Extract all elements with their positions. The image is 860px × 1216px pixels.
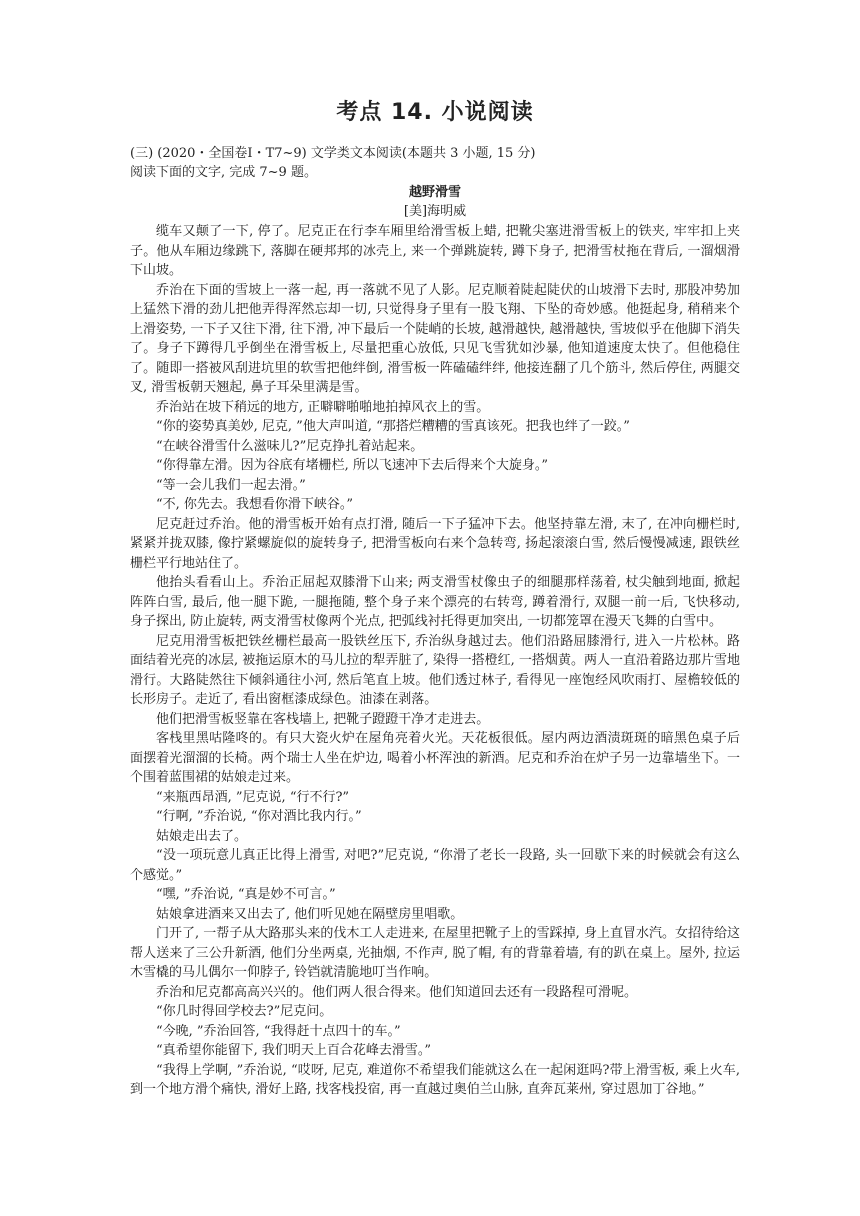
story-paragraph: “等一会儿我们一起去滑。” [156, 477, 306, 493]
story-paragraph: “我得上学啊, ”乔治说, “哎呀, 尼克, 难道你不希望我们能就这么在一起闲逛吗?带上滑雪板, 乘上火车, 到一个地方滑个痛快, 滑好上路, 找客栈投宿, 再一直越过奥伯兰山脉, 直奔瓦莱州, 穿过恩加丁谷地。” [130, 1062, 740, 1097]
page-title: 考点 14. 小说阅读 [336, 100, 534, 125]
story-paragraph: “在峡谷滑雪什么滋味儿?”尼克挣扎着站起来。 [156, 438, 424, 454]
story-paragraph: 缆车又颠了一下, 停了。尼克正在行李车厢里给滑雪板上蜡, 把靴尖塞进滑雪板上的铁夹, 牢牢扣上夹子。他从车厢边缘跳下, 落脚在硬邦邦的冰壳上, 来一个弹跳旋转, 蹲下身子, 把滑雪杖拖在背后, 一溜烟滑下山坡。 [130, 224, 740, 278]
story-paragraph: “不, 你先去。我想看你滑下峡谷。” [156, 497, 354, 512]
story-paragraph: 乔治站在坡下稍远的地方, 正噼噼啪啪地拍掉风衣上的雪。 [156, 399, 490, 415]
story-paragraph: 他们把滑雪板竖靠在客栈墙上, 把靴子蹬蹬干净才走进去。 [156, 711, 490, 727]
story-paragraph: “嘿, ”乔治说, “真是妙不可言。” [156, 887, 336, 902]
story-paragraph: “你的姿势真美妙, 尼克, ”他大声叫道, “那搭烂糟糟的雪真该死。把我也绊了一跤。” [156, 419, 630, 434]
story-paragraph: “没一项玩意儿真正比得上滑雪, 对吧?”尼克说, “你滑了老长一段路, 头一回歇下来的时候就会有这么个感觉。” [130, 848, 740, 883]
story-paragraph: 尼克赶过乔治。他的滑雪板开始有点打滑, 随后一下子猛冲下去。他坚持靠左滑, 末了, 在冲向栅栏时, 紧紧并拢双膝, 像拧紧螺旋似的旋转身子, 把滑雪板向右来个急转弯, 扬起滚滚白雪, 然后慢慢减速, 跟铁丝栅栏平行地站住了。 [130, 516, 740, 571]
story-title: 越野滑雪 [408, 185, 461, 200]
story-body [130, 222, 740, 1100]
story-paragraph: “行啊, ”乔治说, “你对酒比我内行。” [156, 809, 362, 824]
story-author: [美]海明威 [403, 204, 467, 219]
story-paragraph: “真希望你能留下, 我们明天上百合花峰去滑雪。” [156, 1043, 432, 1058]
document-page [130, 95, 740, 1100]
story-paragraph: 乔治在下面的雪坡上一落一起, 再一落就不见了人影。尼克顺着陡起陡伏的山坡滑下去时, 那股冲势加上猛然下滑的劲儿把他弄得浑然忘却一切, 只觉得身子里有一股飞翔、下坠的奇妙感。他挺起身, 稍稍来个上滑姿势, 一下子又往下滑, 往下滑, 冲下最后一个陡峭的长坡, 越滑越快, 越滑越快, 雪坡似乎在他脚下消失了。身子下蹲得几乎倒坐在滑雪板上, 尽量把重心放低, 只见飞雪犹如沙暴, 他知道速度太快了。但他稳住了。随即一搭被风刮进坑里的软雪把他绊倒, 滑雪板一阵磕磕绊绊, 他接连翻了几个筋斗, 然后停住, 两腿交叉, 滑雪板朝天翘起, 鼻子耳朵里满是雪。 [130, 282, 740, 395]
story-paragraph: 客栈里黑咕隆咚的。有只大瓷火炉在屋角亮着火光。天花板很低。屋内两边酒渍斑斑的暗黑色桌子后面摆着光溜溜的长椅。两个瑞士人坐在炉边, 喝着小杯浑浊的新酒。尼克和乔治在炉子另一边靠墙坐下。一个围着蓝围裙的姑娘走过来。 [130, 731, 740, 785]
story-paragraph: “你得靠左滑。因为谷底有堵栅栏, 所以飞速冲下去后得来个大旋身。” [156, 458, 549, 473]
story-paragraph: 姑娘走出去了。 [156, 828, 248, 844]
story-paragraph: “今晚, ”乔治回答, “我得赶十点四十的车。” [156, 1023, 401, 1039]
story-paragraph: 乔治和尼克都高高兴兴的。他们两人很合得来。他们知道回去还有一段路程可滑呢。 [156, 984, 638, 1000]
story-paragraph: 门开了, 一帮子从大路那头来的伐木工人走进来, 在屋里把靴子上的雪踩掉, 身上直冒水汽。女招待给这帮人送来了三公升新酒, 他们分坐两桌, 光抽烟, 不作声, 脱了帽, 有的背靠着墙, 有的趴在桌上。屋外, 拉运木雪橇的马儿偶尔一仰脖子, 铃铛就清脆地叮当作响。 [130, 926, 740, 980]
story-paragraph: 姑娘拿进酒来又出去了, 他们听见她在隔壁房里唱歌。 [156, 906, 464, 922]
story-paragraph: “来瓶西昂酒, ”尼克说, “行不行?” [156, 789, 350, 805]
story-paragraph: 他抬头看看山上。乔治正屈起双膝滑下山来; 两支滑雪杖像虫子的细腿那样荡着, 杖尖触到地面, 掀起阵阵白雪, 最后, 他一腿下跪, 一腿拖随, 整个身子来个漂亮的右转弯, 蹲着滑行, 双腿一前一后, 飞快移动, 身子探出, 防止旋转, 两支滑雪杖像两个光点, 把弧线衬托得更加突出, 一切都笼罩在漫天飞舞的白雪中。 [130, 575, 740, 629]
story-paragraph: 尼克用滑雪板把铁丝栅栏最高一股铁丝压下, 乔治纵身越过去。他们沿路屈膝滑行, 进入一片松林。路面结着光亮的冰层, 被拖运原木的马儿拉的犁弄脏了, 染得一搭橙红, 一搭烟黄。两人一直沿着路边那片雪地滑行。大路陡然往下倾斜通往小河, 然后笔直上坡。他们透过林子, 看得见一座饱经风吹雨打、屋檐较低的长形房子。走近了, 看出窗框漆成绿色。油漆在剥落。 [130, 633, 740, 707]
reading-instruction: 阅读下面的文字, 完成 7~9 题。 [130, 165, 317, 180]
question-source: (三) (2020・全国卷Ⅰ・T7~9) 文学类文本阅读(本题共 3 小题, 15 分) [130, 146, 536, 161]
story-paragraph: “你几时得回学校去?”尼克问。 [156, 1004, 333, 1019]
